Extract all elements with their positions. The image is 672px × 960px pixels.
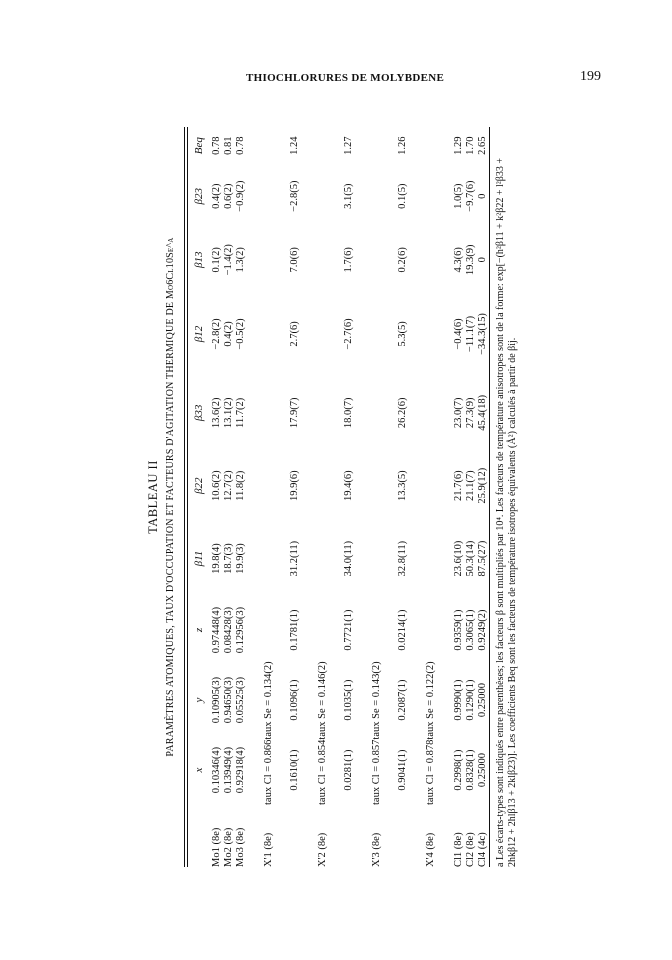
cell-x: 0.25000 (477, 752, 488, 788)
cell-occupancy: taux Cl = 0.878taux Se = 0.122(2) (425, 661, 436, 805)
spacer-cell (383, 127, 397, 867)
col-header-b13: β13 (193, 251, 205, 268)
cell-occupancy: taux Cl = 0.854taux Se = 0.146(2) (317, 661, 328, 805)
cell-b22: 11.8(2) (235, 470, 246, 501)
col-header-b33: β33 (193, 404, 205, 422)
header-row (188, 127, 211, 867)
cell-beq: 1.70 (465, 136, 476, 155)
cell-b33: 45.4(18) (477, 394, 488, 431)
cell-y: 0.05525(3) (235, 676, 246, 724)
row-spacer (247, 127, 263, 867)
spacer-cell (409, 127, 425, 867)
cell-b23: 0.6(2) (223, 183, 234, 209)
col-header-y: y (193, 697, 205, 703)
occupancy-row (425, 127, 437, 867)
cell-occupancy: taux Cl = 0.866taux Se = 0.134(2) (263, 661, 274, 805)
col-header-x: x (193, 767, 205, 773)
cell-b12: 0.4(2) (223, 321, 234, 347)
col-header-atom (188, 805, 211, 867)
cell-b13: 1.7(6) (343, 247, 354, 273)
cell-b11: 50.3(14) (465, 540, 476, 577)
cell-beq: 1.24 (289, 136, 300, 155)
table-row (453, 127, 465, 867)
table-row (397, 127, 409, 867)
table-row (223, 127, 235, 867)
cell-b22: 10.6(2) (211, 470, 222, 502)
cell-y: 0.1035(1) (343, 679, 354, 721)
cell-y: 0.9990(1) (453, 679, 464, 721)
row-spacer (437, 127, 453, 867)
spacer-cell (437, 127, 453, 867)
cell-b12: −11.1(7) (465, 315, 476, 353)
cell-b11: 34.0(11) (343, 540, 354, 577)
table-body (211, 127, 489, 867)
cell-z: 0.08428(3) (223, 606, 234, 654)
cell-b22: 21.1(7) (465, 470, 476, 502)
cell-b22: 13.3(5) (397, 470, 408, 502)
cell-atom-empty (343, 805, 355, 867)
cell-b13: 0 (477, 257, 488, 263)
cell-z: 0.3065(1) (465, 609, 476, 651)
cell-b11: 19.8(4) (211, 543, 222, 574)
occupancy-row (371, 127, 383, 867)
cell-y: 0.2087(1) (397, 679, 408, 721)
table-title: TABLEAU II (146, 460, 160, 534)
table-row (465, 127, 477, 867)
cell-x: 0.13949(4) (223, 746, 234, 794)
cell-b33: 17.9(7) (289, 397, 300, 429)
table-row (477, 127, 489, 867)
cell-beq: 1.26 (397, 136, 408, 155)
cell-b13: 0.1(2) (211, 247, 222, 273)
row-spacer (301, 127, 317, 867)
cell-beq: 0.78 (235, 136, 246, 155)
cell-atom: Cl1 (8e) (453, 832, 464, 867)
cell-x: 0.10346(4) (211, 746, 222, 794)
cell-x: 0.2998(1) (453, 749, 464, 791)
cell-x: 0.92918(4) (235, 746, 246, 794)
atomic-parameters-table (188, 127, 489, 867)
page-number: 199 (580, 69, 601, 84)
table-row (343, 127, 355, 867)
cell-b23: 0.4(2) (211, 183, 222, 209)
cell-b22: 19.9(6) (289, 470, 300, 502)
cell-b13: 0.2(6) (397, 247, 408, 273)
cell-atom-empty (397, 805, 409, 867)
cell-b23: 1.0(5) (453, 183, 464, 209)
cell-occupancy: taux Cl = 0.857taux Se = 0.143(2) (371, 661, 382, 805)
cell-b11: 32.8(11) (397, 540, 408, 577)
row-spacer (355, 127, 371, 867)
occupancy-row (317, 127, 329, 867)
cell-b23: 0 (477, 193, 488, 199)
cell-b11: 23.6(10) (453, 540, 464, 577)
cell-b13: 19.3(9) (465, 244, 476, 276)
cell-y: 0.94650(3) (223, 676, 234, 724)
cell-b23: 3.1(5) (343, 183, 354, 209)
cell-b12: −2.8(2) (211, 318, 222, 350)
row-spacer (383, 127, 397, 867)
bottom-rule (489, 127, 490, 867)
spacer-cell (301, 127, 317, 867)
row-spacer (409, 127, 425, 867)
cell-b33: 27.3(9) (465, 397, 476, 429)
cell-b22: 19.4(6) (343, 470, 354, 502)
cell-x: 0.0281(1) (343, 749, 354, 791)
table-footnote: a Les écarts-types sont indiqués entre parenthèses; les facteurs β sont multipliés par 10⁴. Les facteurs de température anisotropes sont de la forme: exp[−(h²β11 + k²β22 + l²β33 + 2hkβ12 + 2hlβ13 + 2klβ23)]. Les coefficients Beq sont les facteurs de température isotropes équivalents (Å²) calculés à partir de βij. (495, 158, 518, 867)
cell-beq: 1.27 (343, 136, 354, 155)
cell-z: 0.1781(1) (289, 609, 300, 651)
cell-b13: 4.3(6) (453, 247, 464, 273)
rotated-table-block (146, 127, 526, 867)
cell-b12: −0.4(6) (453, 318, 464, 350)
cell-x: 0.9041(1) (397, 749, 408, 791)
cell-beq: 0.78 (211, 136, 222, 155)
cell-b23: −2.8(5) (289, 180, 300, 212)
cell-b13: −1.4(2) (223, 244, 234, 276)
col-header-z: z (193, 627, 205, 633)
spacer-cell (355, 127, 371, 867)
cell-b22: 25.9(12) (477, 467, 488, 504)
cell-b11: 19.9(3) (235, 543, 246, 574)
cell-b11: 31.2(11) (289, 540, 300, 577)
cell-b11: 18.7(3) (223, 543, 234, 574)
table-row (289, 127, 301, 867)
col-header-b22: β22 (193, 477, 205, 494)
cell-b33: 18.0(7) (343, 397, 354, 429)
cell-b12: −0.5(2) (235, 318, 246, 350)
cell-b23: −0.9(2) (235, 180, 246, 212)
spacer-cell (247, 127, 263, 867)
cell-beq: 0.81 (223, 136, 234, 155)
spacer-cell (329, 127, 343, 867)
cell-y: 0.1096(1) (289, 679, 300, 721)
cell-x: 0.1610(1) (289, 749, 300, 791)
cell-b11: 87.5(27) (477, 540, 488, 577)
cell-y: 0.25000 (477, 682, 488, 718)
table-subtitle: PARAMÈTRES ATOMIQUES, TAUX D'OCCUPATION ET FACTEURS D'AGITATION THERMIQUE DE Mo6Cl10Se^a (165, 237, 176, 757)
cell-x: 0.8328(1) (465, 749, 476, 791)
cell-b12: −34.3(15) (477, 313, 488, 355)
cell-b33: 13.6(2) (211, 397, 222, 429)
cell-atom: Cl4 (4c) (477, 832, 488, 867)
cell-atom-empty (289, 805, 301, 867)
running-title: THIOCHLORURES DE MOLYBDENE (246, 72, 445, 84)
cell-beq: 1.29 (453, 136, 464, 155)
cell-atom: X'2 (8e) (317, 832, 328, 867)
cell-z: 0.9359(1) (453, 609, 464, 651)
row-spacer (329, 127, 343, 867)
cell-b23: −9.7(6) (465, 180, 476, 212)
cell-b22: 21.7(6) (453, 470, 464, 502)
table-row (235, 127, 247, 867)
cell-b12: 5.3(5) (397, 321, 408, 347)
cell-atom: Mo1 (8e) (211, 827, 222, 867)
cell-b33: 23.0(7) (453, 397, 464, 429)
cell-b12: −2.7(6) (343, 318, 354, 350)
cell-atom: Mo3 (8e) (235, 827, 246, 867)
row-spacer (275, 127, 289, 867)
top-rule (184, 127, 185, 867)
cell-b33: 13.1(2) (223, 397, 234, 429)
cell-b33: 11.7(2) (235, 397, 246, 428)
col-header-b11: β11 (193, 550, 205, 567)
col-header-b23: β23 (193, 187, 205, 205)
cell-atom: Mo2 (8e) (223, 827, 234, 867)
cell-z: 0.12956(3) (235, 606, 246, 654)
col-header-beq: Beq (193, 137, 205, 155)
cell-y: 0.1290(1) (465, 679, 476, 721)
cell-z: 0.97448(4) (211, 606, 222, 654)
cell-z: 0.9249(2) (477, 609, 488, 651)
cell-y: 0.10905(3) (211, 676, 222, 724)
cell-atom: X'4 (8e) (425, 832, 436, 867)
cell-atom: Cl2 (8e) (465, 832, 476, 867)
cell-b13: 1.3(2) (235, 247, 246, 273)
col-header-b12: β12 (193, 325, 205, 343)
spacer-cell (275, 127, 289, 867)
cell-beq: 2.65 (477, 136, 488, 155)
cell-atom: X'1 (8e) (263, 832, 274, 867)
cell-b12: 2.7(6) (289, 321, 300, 347)
cell-b22: 12.7(2) (223, 470, 234, 502)
cell-z: 0.7721(1) (343, 609, 354, 651)
cell-b23: 0.1(5) (397, 183, 408, 209)
cell-z: 0.0214(1) (397, 609, 408, 651)
cell-b13: 7.0(6) (289, 247, 300, 273)
occupancy-row (263, 127, 275, 867)
table-row (211, 127, 223, 867)
cell-atom: X'3 (8e) (371, 832, 382, 867)
cell-b33: 26.2(6) (397, 397, 408, 429)
